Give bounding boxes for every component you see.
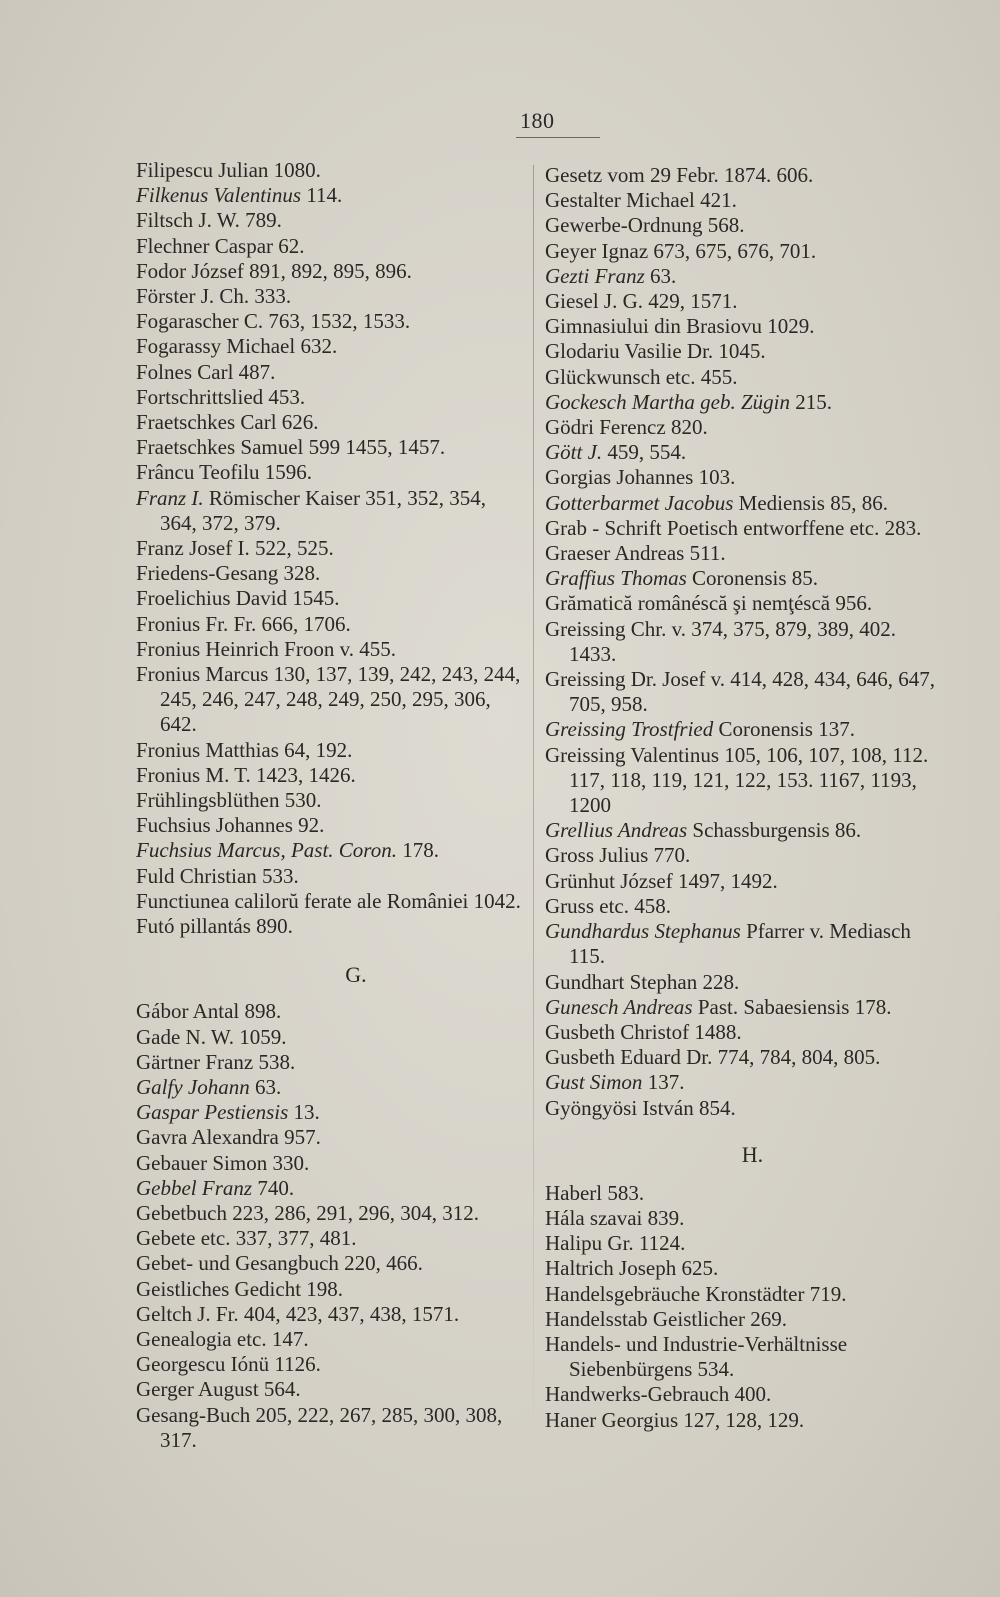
entry-text: Geyer Ignaz 673, 675, 676, 701. — [545, 238, 817, 263]
index-entry — [136, 864, 526, 889]
index-entry — [545, 667, 940, 717]
index-entry — [545, 1070, 940, 1095]
entry-text: Futó pillantás 890. — [136, 914, 293, 939]
entry-text: Gyöngyösi István 854. — [545, 1095, 736, 1120]
entry-text: Gross Julius 770. — [545, 843, 691, 868]
entry-text: Handels- und Industrie-Verhältnisse Siebenbürgens 534. — [545, 1331, 848, 1382]
index-entry — [545, 591, 940, 616]
page-number: 180 — [520, 108, 555, 133]
index-entry — [545, 339, 940, 364]
index-entry — [545, 1181, 940, 1206]
index-entry — [545, 1282, 940, 1307]
left-column — [136, 158, 526, 1453]
entry-text: Filtsch J. W. 789. — [136, 208, 282, 233]
index-entry — [545, 1382, 940, 1407]
index-entry — [136, 1277, 526, 1302]
index-entry — [545, 869, 940, 894]
entry-text: Fronius Marcus 130, 137, 139, 242, 243, 244, 245, 246, 247, 248, 249, 250, 295, 306, 642. — [136, 662, 521, 737]
entry-text: 63. — [644, 263, 677, 288]
entry-text: Fronius Fr. Fr. 666, 1706. — [136, 611, 351, 636]
index-entry — [136, 208, 526, 233]
entry-text: 215. — [789, 389, 832, 414]
entry-text: Grünhut József 1497, 1492. — [545, 868, 778, 893]
index-entry — [136, 1201, 526, 1226]
index-entry — [545, 1206, 940, 1231]
index-entries-g-continued — [545, 163, 940, 1121]
index-entry — [136, 1176, 526, 1201]
entry-text: Gestalter Michael 421. — [545, 188, 737, 213]
entry-text: 740. — [252, 1175, 295, 1200]
entry-italic-name: Gött J. — [545, 440, 603, 465]
column-divider — [533, 165, 534, 1460]
index-entry — [545, 1256, 940, 1281]
entry-text: Coronensis 85. — [686, 566, 819, 591]
entry-italic-name: Grellius Andreas — [545, 818, 688, 843]
entry-text: Giesel J. G. 429, 1571. — [545, 289, 738, 314]
entry-text: Greissing Chr. v. 374, 375, 879, 389, 402. 1433. — [545, 616, 896, 666]
index-entry — [545, 516, 940, 541]
index-entry — [136, 586, 526, 611]
index-entry — [136, 561, 526, 586]
index-entry — [136, 763, 526, 788]
index-entry — [136, 410, 526, 435]
index-entry — [136, 1403, 526, 1453]
entry-text: Haner Georgius 127, 128, 129. — [545, 1407, 805, 1432]
entry-italic-name: Filkenus Valentinus — [136, 183, 302, 208]
index-entry — [545, 264, 940, 289]
entry-text: Georgescu Iónü 1126. — [136, 1352, 321, 1377]
entry-italic-name: Galfy Johann — [136, 1074, 250, 1099]
entry-text: Glodariu Vasilie Dr. 1045. — [545, 339, 766, 364]
entry-text: Fronius Heinrich Froon v. 455. — [136, 636, 396, 661]
index-entry — [545, 188, 940, 213]
index-entry — [136, 1377, 526, 1402]
entry-text: 137. — [642, 1070, 685, 1095]
entry-text: Frühlingsblüthen 530. — [136, 788, 322, 813]
entry-text: Coronensis 137. — [713, 717, 855, 742]
entry-text: Froelichius David 1545. — [136, 586, 340, 611]
entry-text: Functiunea calilorŭ ferate ale României 1042. — [136, 888, 521, 913]
entry-text: Gavra Alexandra 957. — [136, 1125, 321, 1150]
entry-italic-name: Gebbel Franz — [136, 1175, 253, 1200]
entry-text: Flechner Caspar 62. — [136, 233, 305, 258]
entry-text: Gundhart Stephan 228. — [545, 969, 740, 994]
entry-text: Fraetschkes Carl 626. — [136, 410, 319, 435]
index-entry — [136, 1151, 526, 1176]
entry-text: Franz Josef I. 522, 525. — [136, 536, 334, 561]
header-rule — [516, 137, 600, 138]
index-entry — [545, 289, 940, 314]
entry-text: Greissing Valentinus 105, 106, 107, 108, 112. 117, 118, 119, 121, 122, 153. 1167, 1193, 1200 — [545, 742, 929, 818]
entry-text: Gábor Antal 898. — [136, 999, 282, 1024]
entry-text: Gewerbe-Ordnung 568. — [545, 213, 745, 238]
entry-text: Gade N. W. 1059. — [136, 1024, 287, 1049]
entry-text: Friedens-Gesang 328. — [136, 561, 321, 586]
index-entry — [136, 284, 526, 309]
index-entry — [545, 314, 940, 339]
index-entry — [136, 183, 526, 208]
entry-text: Römischer Kaiser 351, 352, 354, 364, 372, 379. — [160, 485, 486, 535]
entry-text: Fuchsius Johannes 92. — [136, 813, 325, 838]
index-entry — [136, 838, 526, 863]
index-entry — [136, 158, 526, 183]
entry-text: Fronius M. T. 1423, 1426. — [136, 762, 356, 787]
index-entry — [545, 1045, 940, 1070]
entry-text: Past. Sabaesiensis 178. — [692, 994, 892, 1019]
entry-text: Fortschrittslied 453. — [136, 384, 306, 409]
index-entry — [545, 491, 940, 516]
entry-text: Haltrich Joseph 625. — [545, 1256, 719, 1281]
index-entry — [136, 1125, 526, 1150]
entry-text: 178. — [396, 838, 439, 863]
entry-italic-name: Gezti Franz — [545, 263, 645, 288]
index-entry — [136, 435, 526, 460]
index-entry — [136, 738, 526, 763]
entry-text: 63. — [249, 1074, 282, 1099]
index-entry — [136, 1352, 526, 1377]
index-entry — [136, 1075, 526, 1100]
index-entry — [545, 743, 940, 819]
index-entry — [136, 1050, 526, 1075]
index-entry — [545, 1307, 940, 1332]
index-entry — [545, 239, 940, 264]
index-entry — [545, 1096, 940, 1121]
entry-text: 13. — [288, 1100, 320, 1125]
index-entry — [545, 1408, 940, 1433]
index-entry — [545, 415, 940, 440]
entry-text: Handelsstab Geistlicher 269. — [545, 1306, 788, 1331]
index-entry — [136, 788, 526, 813]
index-entry — [136, 1226, 526, 1251]
entry-text: Schassburgensis 86. — [687, 818, 862, 843]
entry-text: 114. — [301, 183, 343, 208]
index-entry — [545, 1231, 940, 1256]
index-entry — [136, 360, 526, 385]
entry-text: Geistliches Gedicht 198. — [136, 1276, 344, 1301]
entry-text: Folnes Carl 487. — [136, 359, 276, 384]
index-entry — [136, 914, 526, 939]
entry-text: 459, 554. — [602, 440, 687, 465]
section-letter-h: H. — [741, 1141, 764, 1167]
entry-text: Filipescu Julian 1080. — [136, 158, 321, 182]
entry-text: Grab - Schrift Poetisch entworffene etc. 283. — [545, 515, 922, 540]
entry-text: Hála szavai 839. — [545, 1205, 685, 1230]
index-entry — [136, 334, 526, 359]
index-entry — [136, 309, 526, 334]
entry-text: Gebete etc. 337, 377, 481. — [136, 1226, 357, 1251]
entry-italic-name: Gundhardus Stephanus — [545, 919, 741, 944]
index-entries-g — [136, 999, 526, 1453]
index-entry — [136, 1025, 526, 1050]
index-entry — [545, 213, 940, 238]
entry-text: Greissing Dr. Josef v. 414, 428, 434, 646, 647, 705, 958. — [545, 667, 936, 717]
index-entry — [545, 995, 940, 1020]
index-entry — [545, 843, 940, 868]
entry-text: Fodor József 891, 892, 895, 896. — [136, 258, 412, 283]
entry-text: Handwerks-Gebrauch 400. — [545, 1382, 772, 1407]
index-entry — [136, 486, 526, 536]
index-entry — [545, 440, 940, 465]
section-letter-g: G. — [345, 962, 367, 988]
index-entry — [545, 617, 940, 667]
entry-italic-name: Franz I. — [136, 485, 204, 510]
index-entry — [545, 1332, 940, 1382]
index-entry — [545, 566, 940, 591]
entry-italic-name: Gaspar Pestiensis — [136, 1100, 289, 1125]
index-entry — [545, 919, 940, 969]
entry-text: Gesang-Buch 205, 222, 267, 285, 300, 308, 317. — [136, 1402, 503, 1452]
entry-text: Gimnasiului din Brasiovu 1029. — [545, 314, 815, 339]
index-entry — [545, 163, 940, 188]
entry-text: Pfarrer v. Mediasch 115. — [569, 919, 911, 969]
entry-text: Gusbeth Christof 1488. — [545, 1019, 742, 1044]
index-entry — [136, 460, 526, 485]
entry-text: Frâncu Teofilu 1596. — [136, 460, 313, 485]
index-entries-h — [545, 1181, 940, 1433]
entry-text: Fraetschkes Samuel 599 1455, 1457. — [136, 435, 446, 460]
index-entry — [136, 1327, 526, 1352]
entry-text: Gebet- und Gesangbuch 220, 466. — [136, 1251, 423, 1276]
entry-italic-name: Graffius Thomas — [545, 566, 687, 591]
entry-text: Haberl 583. — [545, 1180, 645, 1205]
index-entry — [136, 612, 526, 637]
index-entry — [545, 541, 940, 566]
entry-text: Handelsgebräuche Kronstädter 719. — [545, 1281, 847, 1306]
entry-text: Gödri Ferencz 820. — [545, 415, 708, 440]
entry-text: Halipu Gr. 1124. — [545, 1231, 686, 1256]
entry-text: Fogarassy Michael 632. — [136, 334, 338, 359]
right-column — [545, 163, 940, 1433]
entry-text: Gorgias Johannes 103. — [545, 465, 736, 490]
index-entry — [136, 662, 526, 738]
entry-italic-name: Greissing Trostfried — [545, 717, 714, 742]
entry-text: Gruss etc. 458. — [545, 893, 671, 918]
index-entry — [136, 536, 526, 561]
index-entry — [136, 385, 526, 410]
index-entry — [545, 818, 940, 843]
entry-text: Fronius Matthias 64, 192. — [136, 737, 353, 762]
entry-text: Fuld Christian 533. — [136, 863, 299, 888]
index-entry — [545, 1020, 940, 1045]
index-entry — [545, 717, 940, 742]
index-entry — [545, 390, 940, 415]
entry-italic-name: Gunesch Andreas — [545, 994, 693, 1019]
index-entry — [136, 637, 526, 662]
index-entry — [136, 234, 526, 259]
entry-text: Genealogia etc. 147. — [136, 1326, 309, 1351]
entry-text: Grămatică românéscă şi nemţéscă 956. — [545, 591, 873, 616]
index-entry — [136, 889, 526, 914]
entry-text: Gärtner Franz 538. — [136, 1049, 296, 1074]
entry-text: Gesetz vom 29 Febr. 1874. 606. — [545, 163, 814, 187]
entry-italic-name: Fuchsius Marcus, Past. Coron. — [136, 838, 397, 863]
entry-text: Glückwunsch etc. 455. — [545, 364, 738, 389]
index-entry — [136, 1302, 526, 1327]
entry-text: Gerger August 564. — [136, 1377, 301, 1402]
entry-italic-name: Gockesch Martha geb. Zügin — [545, 389, 790, 414]
index-entry — [545, 970, 940, 995]
index-entry — [545, 365, 940, 390]
index-entry — [136, 259, 526, 284]
index-entry — [136, 999, 526, 1024]
entry-italic-name: Gust Simon — [545, 1070, 643, 1095]
index-entry — [545, 465, 940, 490]
entry-text: Graeser Andreas 511. — [545, 541, 726, 566]
index-entry — [545, 894, 940, 919]
entry-text: Förster J. Ch. 333. — [136, 284, 292, 309]
index-entry — [136, 813, 526, 838]
entry-text: Mediensis 85, 86. — [733, 490, 888, 515]
entry-text: Gusbeth Eduard Dr. 774, 784, 804, 805. — [545, 1045, 881, 1070]
index-entries-f — [136, 158, 526, 939]
entry-text: Gebauer Simon 330. — [136, 1150, 310, 1175]
index-entry — [136, 1251, 526, 1276]
entry-text: Geltch J. Fr. 404, 423, 437, 438, 1571. — [136, 1301, 460, 1326]
index-entry — [136, 1100, 526, 1125]
entry-italic-name: Gotterbarmet Jacobus — [545, 490, 734, 515]
entry-text: Gebetbuch 223, 286, 291, 296, 304, 312. — [136, 1200, 479, 1225]
entry-text: Fogarascher C. 763, 1532, 1533. — [136, 309, 411, 334]
